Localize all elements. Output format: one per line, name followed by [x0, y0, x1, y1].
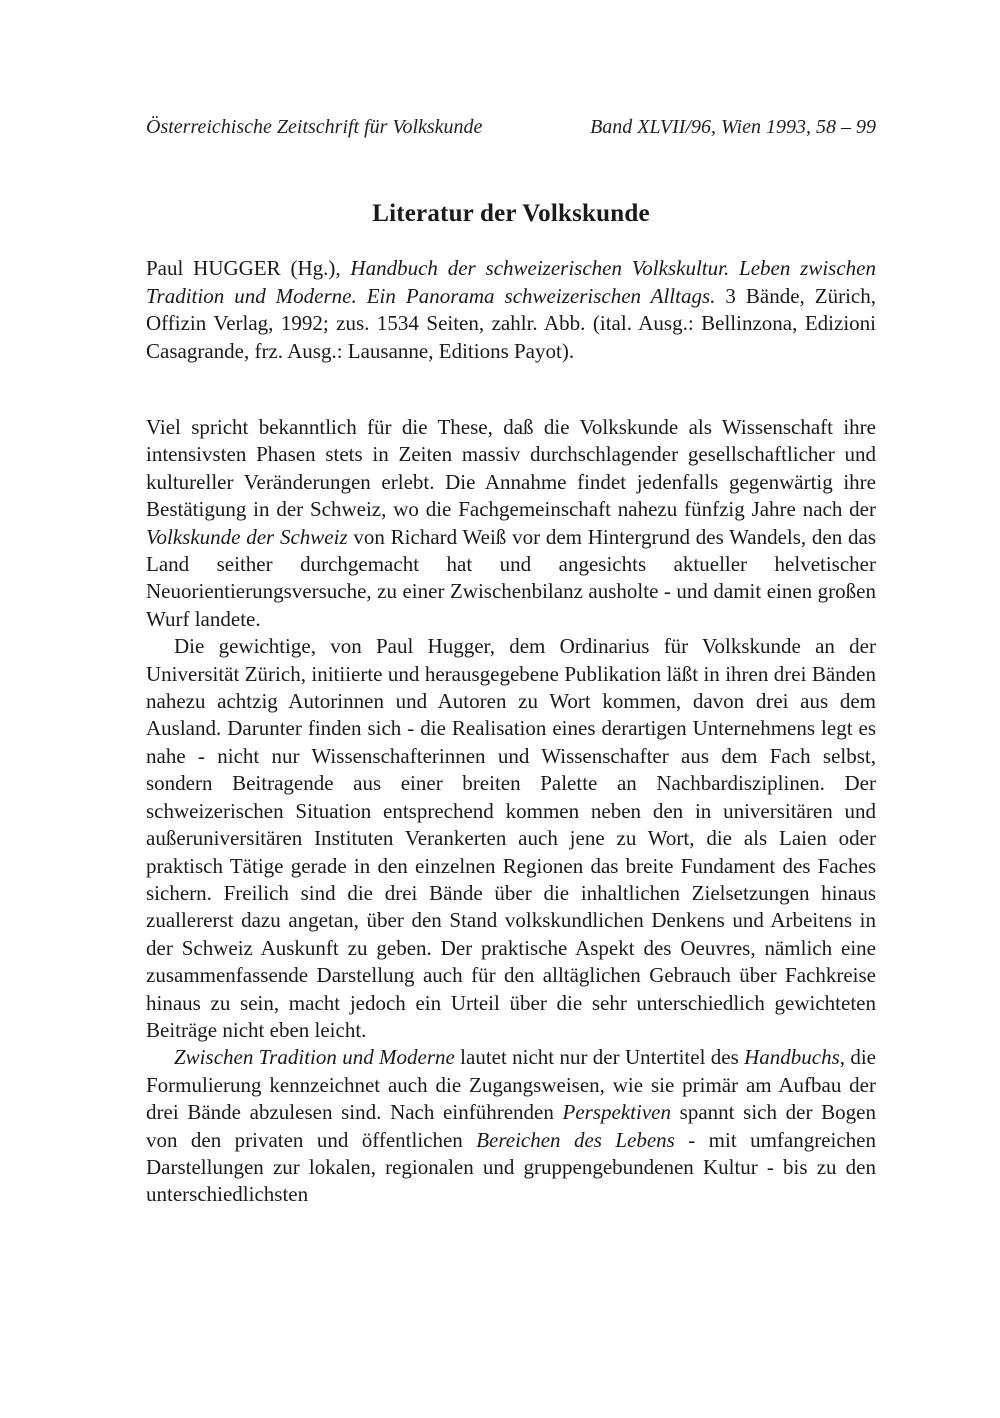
- review-body: [146, 414, 876, 1209]
- paragraph-3-text-h: - mit umfangreichen Darstellungen zur lokalen, regionalen und gruppengebundenen Kultur - bis zu den unterschiedlichsten: [146, 1127, 877, 1207]
- paragraph-3-italic-c: Handbuchs: [744, 1045, 840, 1070]
- book-citation: [146, 255, 876, 365]
- citation-details: 3 Bände, Zürich, Offizin Verlag, 1992; zus. 1534 Seiten, zahlr. Abb. (ital. Ausg.: Bellinzona, Edizioni Casagrande, frz. Ausg.: Lausanne, Editions Payot).: [146, 283, 876, 363]
- paragraph-3-italic-a: Zwischen Tradition und Moderne: [174, 1045, 455, 1070]
- paragraph-3-italic-g: Bereichen des Lebens: [476, 1127, 675, 1152]
- paragraph-3-italic-e: Perspektiven: [562, 1100, 671, 1125]
- citation-author: Paul HUGGER (Hg.),: [146, 256, 351, 280]
- citation-title: Handbuch der schweizerischen Volkskultur. Leben zwischen Tradition und Moderne. Ein Panorama schweizerischen Alltags.: [146, 256, 876, 308]
- running-head: [146, 114, 876, 140]
- paragraph-1-text-c: von Richard Weiß vor dem Hintergrund des Wandels, den das Land seither durchgemacht hat und angesichts aktueller helvetischer Neuorientierungsversuche, zu einer Zwischenbilanz ausholte - und damit einen großen Wurf landete.: [146, 524, 876, 631]
- paragraph-1-italic: Volkskunde der Schweiz: [146, 524, 348, 549]
- paragraph-3: [146, 1044, 876, 1208]
- paragraph-3-text-f: spannt sich der Bogen von den privaten und öffentlichen: [146, 1100, 877, 1152]
- journal-name: Österreichische Zeitschrift für Volkskunde: [146, 116, 483, 138]
- paragraph-1: [146, 414, 876, 633]
- paragraph-1-text-a: Viel spricht bekanntlich für die These, daß die Volkskunde als Wissenschaft ihre intensivsten Phasen stets in Zeiten massiv durchschlagender gesellschaftlicher und kultureller Veränderungen erlebt. Die Annahme findet jedenfalls gegenwärtig ihre Bestätigung in der Schweiz, wo die Fachgemeinschaft nahezu fünfzig Jahre nach der: [146, 415, 876, 522]
- paragraph-2: Die gewichtige, von Paul Hugger, dem Ordinarius für Volkskunde an der Universität Zürich, initiierte und herausgegebene Publikation läßt in ihren drei Bänden nahezu achtzig Autorinnen und Autoren zu Wort kommen, davon drei aus dem Ausland. Darunter finden sich - die Realisation eines derartigen Unternehmens legt es nahe - nicht nur Wissenschafterinnen und Wissenschafter aus dem Fach selbst, sondern Beitragende aus einer breiten Palette an Nachbardisziplinen. Der schweizerischen Situation entsprechend kommen neben den in universitären und außeruniversitären Instituten Verankerten auch jene zu Wort, die als Laien oder praktisch Tätige gerade in den einzelnen Regionen das breite Fundament des Faches sichern. Freilich sind die drei Bände über die inhaltlichen Zielsetzungen hinaus zuallererst dazu angetan, über den Stand volkskundlichen Denkens und Arbeitens in der Schweiz Auskunft zu geben. Der praktische Aspekt des Oeuvres, nämlich eine zusammenfassende Darstellung auch für den alltäglichen Gebrauch über Fachkreise hinaus zu sein, macht jedoch ein Urteil über die sehr unterschiedlich gewichteten Beiträge nicht eben leicht.: [146, 634, 876, 1042]
- paragraph-3-text-d: , die Formulierung kennzeichnet auch die Zugangsweisen, wie sie primär am Aufbau der drei Bände abzulesen sind. Nach einführenden: [146, 1045, 876, 1125]
- paragraph-3-text-b: lautet nicht nur der Untertitel des: [454, 1045, 745, 1070]
- volume-info: Band XLVII/96, Wien 1993, 58 – 99: [590, 116, 876, 138]
- section-title: Literatur der Volkskunde: [372, 200, 650, 227]
